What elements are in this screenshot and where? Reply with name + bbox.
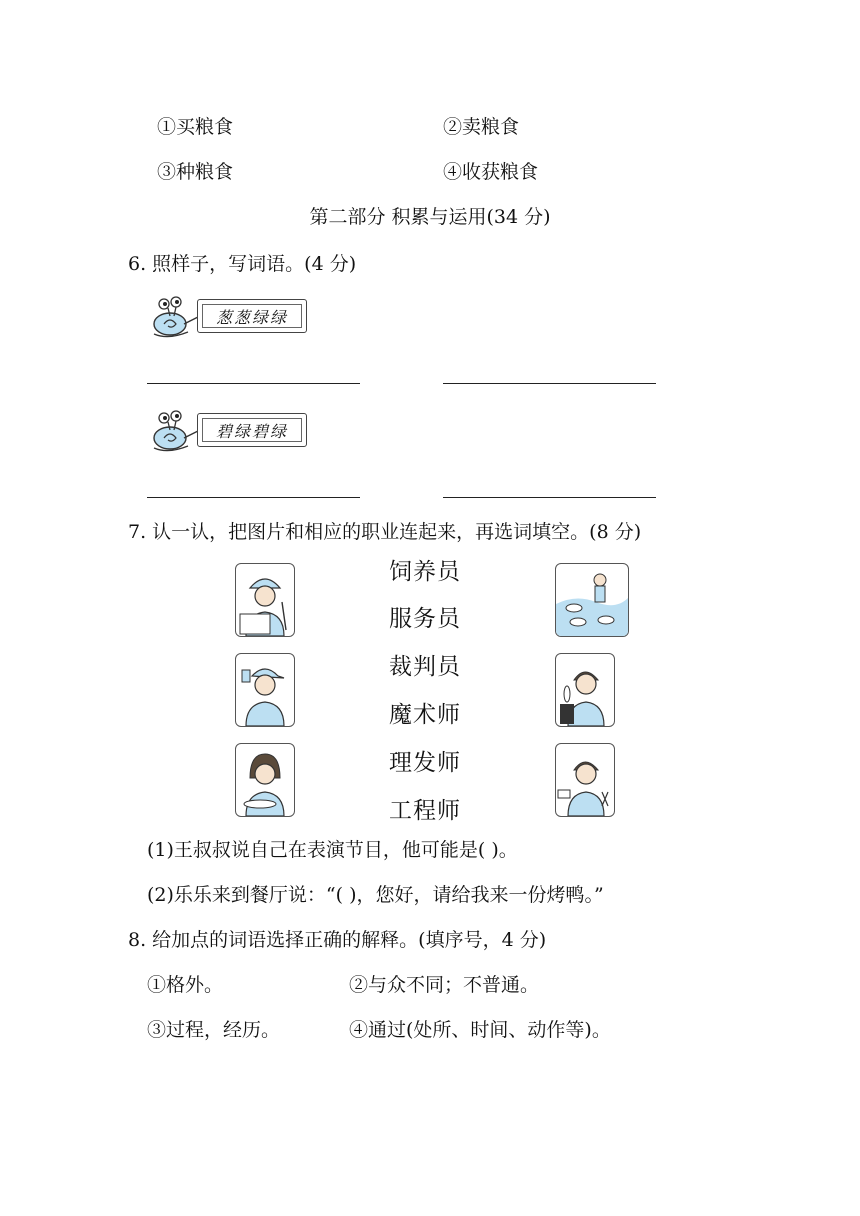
q8-option-4: ④通过(处所、时间、动作等)。 [349, 1019, 611, 1041]
q8-option-1: ①格外。 [147, 974, 224, 996]
occupation-5[interactable]: 理发师 [389, 750, 461, 776]
section-title: 第二部分 积累与运用(34 分) [309, 206, 551, 228]
referee-picture[interactable] [235, 653, 295, 727]
referee-icon [236, 654, 294, 726]
q5-option-1: ①买粮食 [157, 116, 234, 138]
snail-icon [146, 294, 202, 340]
answer-line-1[interactable] [147, 383, 360, 384]
barber-icon [556, 744, 614, 816]
q7-prompt: 7. 认一认，把图片和相应的职业连起来，再选词填空。(8 分) [128, 521, 642, 543]
example-word-2: 碧绿碧绿 [202, 418, 302, 442]
magician-picture[interactable] [555, 653, 615, 727]
q8-prompt: 8. 给加点的词语选择正确的解释。(填序号，4 分) [128, 929, 547, 951]
answer-line-4[interactable] [443, 497, 656, 498]
q8-option-3: ③过程，经历。 [147, 1019, 281, 1041]
occupation-3[interactable]: 裁判员 [389, 654, 461, 680]
occupation-4[interactable]: 魔术师 [389, 702, 461, 728]
engineer-icon [236, 564, 294, 636]
q6-prompt: 6. 照样子，写词语。(4 分) [128, 253, 357, 275]
q5-option-3: ③种粮食 [157, 161, 234, 183]
example-word-1: 葱葱绿绿 [202, 304, 302, 328]
occupation-6[interactable]: 工程师 [389, 798, 461, 824]
q7-sub-1: (1)王叔叔说自己在表演节目，他可能是( )。 [147, 839, 518, 861]
snail-icon [146, 408, 202, 454]
q5-option-4: ④收获粮食 [443, 161, 539, 183]
answer-line-2[interactable] [443, 383, 656, 384]
example-word-card-2 [197, 413, 307, 447]
example-word-card-1 [197, 299, 307, 333]
breeder-icon [556, 564, 628, 636]
engineer-picture[interactable] [235, 563, 295, 637]
q8-option-2: ②与众不同；不普通。 [349, 974, 540, 996]
occupation-1[interactable]: 饲养员 [389, 559, 461, 585]
breeder-picture[interactable] [555, 563, 629, 637]
q7-sub-2: (2)乐乐来到餐厅说：“( )，您好，请给我来一份烤鸭。” [147, 884, 604, 906]
magician-icon [556, 654, 614, 726]
waiter-icon [236, 744, 294, 816]
q5-option-2: ②卖粮食 [443, 116, 520, 138]
barber-picture[interactable] [555, 743, 615, 817]
occupation-2[interactable]: 服务员 [389, 606, 461, 632]
answer-line-3[interactable] [147, 497, 360, 498]
waiter-picture[interactable] [235, 743, 295, 817]
